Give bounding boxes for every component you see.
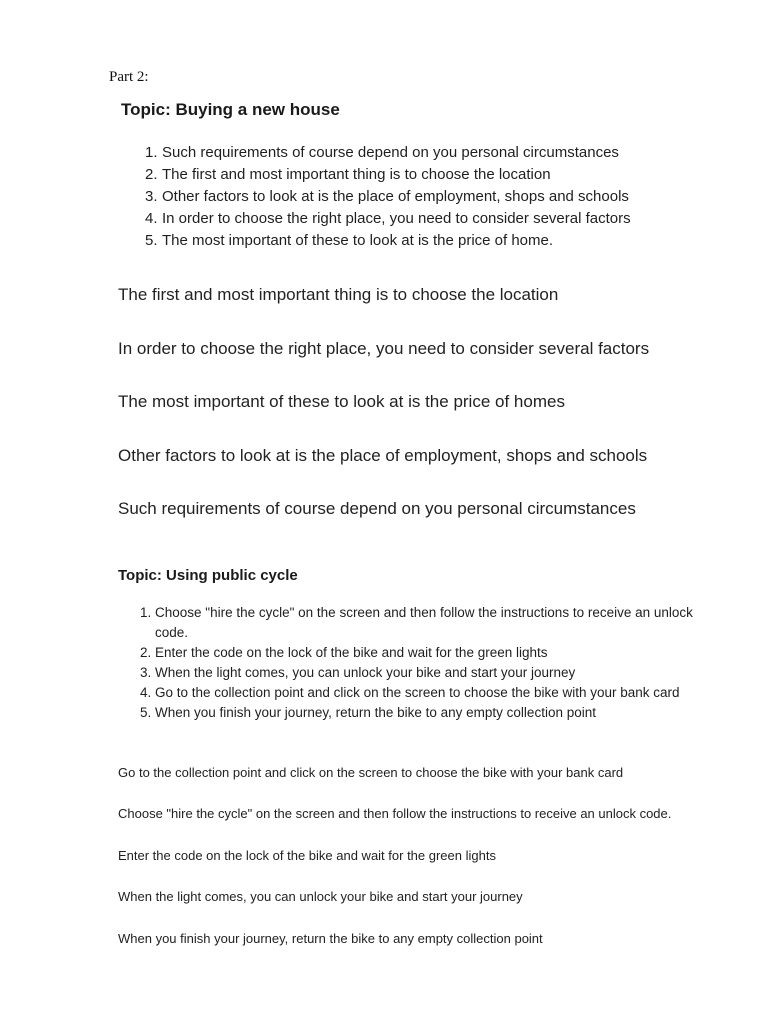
public-cycle-answer-1: Go to the collection point and click on the screen to choose the bike with your bank card — [118, 765, 624, 780]
list-item — [140, 643, 700, 663]
list-number: 4. — [145, 210, 158, 227]
list-number: 3. — [140, 665, 152, 680]
list-item — [140, 603, 700, 643]
list-item-text: The most important of these to look at is the price of home. — [162, 232, 554, 249]
list-number: 5. — [145, 232, 158, 249]
buying-house-answer-2: In order to choose the right place, you need to consider several factors — [118, 339, 650, 358]
list-item — [140, 683, 700, 703]
list-item — [145, 142, 722, 164]
list-number: 1. — [140, 605, 152, 620]
list-number: 4. — [140, 685, 152, 700]
list-item-text: Such requirements of course depend on you personal circumstances — [162, 144, 619, 161]
list-number: 5. — [140, 705, 152, 720]
list-number: 2. — [145, 166, 158, 183]
buying-house-answer-5: Such requirements of course depend on you personal circumstances — [118, 499, 636, 518]
list-item-text: Go to the collection point and click on the screen to choose the bike with your bank card — [155, 685, 680, 700]
public-cycle-numbered-list — [140, 603, 700, 723]
list-item — [145, 230, 722, 252]
topic-buying-house-heading: Topic: Buying a new house — [121, 100, 340, 119]
list-item — [140, 663, 700, 683]
public-cycle-answer-2: Choose "hire the cycle" on the screen and then follow the instructions to receive an unlock code. — [118, 806, 672, 821]
public-cycle-answer-4: When the light comes, you can unlock your bike and start your journey — [118, 889, 523, 904]
list-number: 2. — [140, 645, 152, 660]
list-item-text: When you finish your journey, return the bike to any empty collection point — [155, 705, 596, 720]
buying-house-answer-4: Other factors to look at is the place of employment, shops and schools — [118, 446, 648, 465]
list-item-text: Other factors to look at is the place of employment, shops and schools — [162, 188, 629, 205]
topic-public-cycle-heading: Topic: Using public cycle — [118, 567, 298, 584]
list-item-text: When the light comes, you can unlock your bike and start your journey — [155, 665, 576, 680]
part-label: Part 2: — [109, 69, 149, 85]
list-item — [145, 208, 722, 230]
buying-house-answer-3: The most important of these to look at is the price of homes — [118, 392, 565, 411]
list-item — [145, 186, 722, 208]
list-number: 3. — [145, 188, 158, 205]
list-item — [140, 703, 700, 723]
list-item-text: Choose "hire the cycle" on the screen and then follow the instructions to receive an unlock code. — [155, 605, 693, 640]
buying-house-numbered-list — [145, 142, 722, 252]
list-item — [145, 164, 722, 186]
list-item-text: Enter the code on the lock of the bike and wait for the green lights — [155, 645, 548, 660]
list-item-text: The first and most important thing is to choose the location — [162, 166, 551, 183]
public-cycle-answer-5: When you finish your journey, return the bike to any empty collection point — [118, 931, 543, 946]
list-item-text: In order to choose the right place, you need to consider several factors — [162, 210, 631, 227]
list-number: 1. — [145, 144, 158, 161]
buying-house-answer-1: The first and most important thing is to choose the location — [118, 285, 559, 304]
public-cycle-answer-3: Enter the code on the lock of the bike and wait for the green lights — [118, 848, 496, 863]
